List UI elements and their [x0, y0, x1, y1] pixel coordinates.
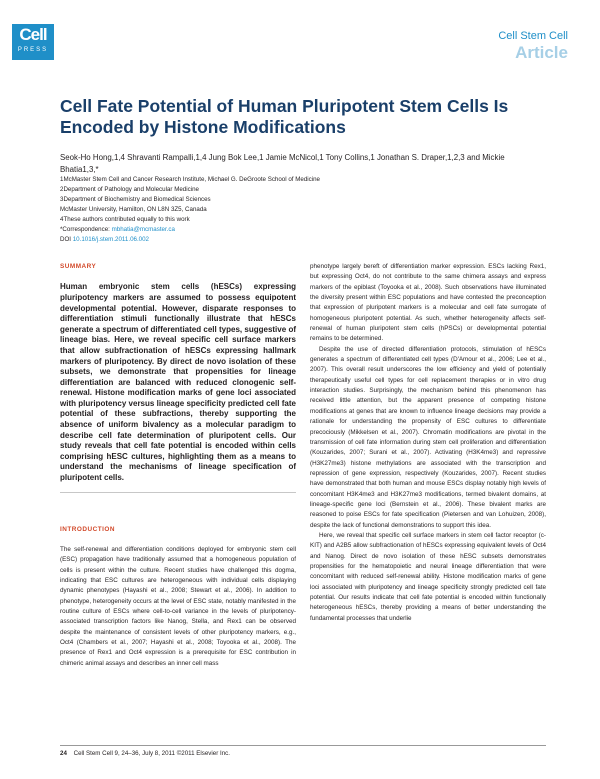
- body-paragraph: Despite the use of directed differentiation protocols, stimulation of hESCs generates a spectrum of differentiated cell types (D'Amour et al., 2006; Lee et al., 2007). This overall result underscores the low efficiency and yield of potentially therapeutically useful cell types for cell replacement therapies or in vitro drug interaction studies. Surprisingly, the mechanism behind this phenomenon has received little attention, but the apparent presence of competing histone modifications at genes that are known to influence lineage decisions may provide a rationale for understanding the propensity of ESC cultures to differentiate precociously (Mikkelsen et al., 2007). Chromatin modifications are pivotal in the transmission of cell fate information during stem cell proliferation and differentiation (Kouzarides, 2007; Surani et al., 2007). Activating (H3K4me3) and repressive (H3K27me3) histone methylations are associated with the transcription and repression of gene expression, respectively (Kouzarides, 2007). Recent studies have demonstrated that both human and mouse ESCs display notably high levels of concomitant H3K4me3 and H3K27me3 modifications, termed bivalent domains, at lineage-specific gene loci (Bernstein et al., 2006). These bivalent marks are reasoned to poise ESCs for fate specification (Pietersen and van Lohuizen, 2008), despite the lack of functional demonstrations to support this idea.: [310, 345, 546, 529]
- summary-text: Human embryonic stem cells (hESCs) expressing pluripotency markers are assumed to possess equipotent developmental potential. However, disparate responses to differentiation stimuli functionally illustrate that hESCs generate a spectrum of differentiated cell types, suggestive of lineage bias. Here, we reveal specific cell surface markers that allow subfractionation of hESCs expressing hallmark markers of pluripotency. By direct de novo isolation of these subsets, we demonstrate that propensities for lineage differentiation are balanced with reduced clonogenic self-renewal. Histone modification marks of gene loci associated with pluripotency versus lineage specificity predicted cell fate potential of these subfractions, thereby supporting the absence of uniform bivalency as a molecular paradigm to describe cell fate determination of pluripotent cells. Our study reveals that cell fate potential is encoded within cells comprising hESC cultures, highlighting them as a means to understand the mechanisms of lineage specification of pluripotent cells.: [60, 282, 296, 483]
- logo-sub-text: PRESS: [17, 47, 49, 53]
- author-list: Seok-Ho Hong,1,4 Shravanti Rampalli,1,4 Jung Bok Lee,1 Jamie McNicol,1 Tony Collins,1 Jonathan S. Draper,1,2,3 and Mickie Bhatia1,3,*: [60, 153, 505, 174]
- affiliations: [60, 175, 540, 245]
- page-number: 24: [60, 750, 67, 757]
- body-paragraph: phenotype largely bereft of differentiation marker expression. ESCs lacking Rex1, but expressing Oct4, do not contribute to the same chimera assays and express markers of the epiblast (Toyooka et al., 2008). Such observations have illuminated the diversity present within ESC populations and have contested the preconception that expression of pluripotent markers is a molecular and cell fate surrogate of homogeneous pluripotent potential. As such, whether heterogeneity affects self-renewal of human pluripotent stem cells (hPSCs) or developmental potential remains to be determined.: [310, 263, 546, 343]
- correspondence-label: *Correspondence:: [60, 226, 112, 233]
- introduction-text: The self-renewal and differentiation conditions deployed for embryonic stem cell (ESC) propagation have traditionally assumed that a homogeneous population of cells is present within the culture. Recent studies have challenged this dogma, indicating that ESC cultures are heterogeneous with individual cells displaying dynamic phenotypes (Hayashi et al., 2008; Stewart et al., 2006). In addition to phenotype, heterogeneity occurs at the level of ESC state, notably manifested in the routine culture of ESCs where cell-to-cell variance in the levels of pluripotency-associated transcription factors like Nanog, Stella, and Rex1 can be observed despite the maintenance of consistent levels of other pluripotency markers, e.g., Oct4 (Chambers et al., 2007; Hayashi et al., 2008; Toyooka et al., 2008). The presence of Rex1 and Oct4 expression is a prerequisite for ESC contribution in chimeric animal assays and describes an inner cell mass: [60, 545, 296, 667]
- introduction-section: [60, 525, 296, 669]
- affiliation-line: 2Department of Pathology and Molecular Medicine: [60, 186, 199, 193]
- page-footer: [60, 750, 230, 757]
- logo-main-text: Cell: [19, 25, 47, 44]
- affiliation-line: 1McMaster Stem Cell and Cancer Research Institute, Michael G. DeGroote School of Medicine: [60, 176, 320, 183]
- affiliation-line: McMaster University, Hamilton, ON L8N 3Z5, Canada: [60, 206, 207, 213]
- doi-line: [60, 235, 540, 245]
- doi-label: DOI: [60, 236, 73, 243]
- summary-heading: SUMMARY: [60, 263, 97, 270]
- article-type-label: Article: [515, 43, 568, 62]
- correspondence-email-link[interactable]: mbhatia@mcmaster.ca: [111, 226, 175, 233]
- summary-section: [60, 262, 296, 493]
- paper-title: Cell Fate Potential of Human Pluripotent Stem Cells Is Encoded by Histone Modifications: [60, 96, 509, 137]
- left-column: [60, 262, 296, 669]
- affiliation-line: 4These authors contributed equally to this work: [60, 216, 190, 223]
- introduction-heading: INTRODUCTION: [60, 525, 115, 533]
- doi-link[interactable]: 10.1016/j.stem.2011.06.002: [72, 236, 149, 243]
- body-paragraph: Here, we reveal that specific cell surface markers in stem cell factor receptor (c-KIT) and A2B5 allow subfractionation of hESCs expressing equivalent levels of Oct4 and Nanog. Direct de novo isolation of these hESC subsets demonstrates propensities for the hematopoietic and neural lineage differentiation that were concomitant with reduced self-renewal ability. Histone modification marks of gene loci associated with pluripotency and lineage specificity strongly predicted cell fate potential. Our results indicate that cell fate potential is encoded within functionally heterogeneous hESCs, thereby providing a means of better understanding the fundamental processes that underlie: [310, 531, 546, 622]
- right-column: [310, 262, 546, 624]
- affiliation-line: 3Department of Biochemistry and Biomedical Sciences: [60, 196, 211, 203]
- footer-divider: [60, 745, 546, 746]
- journal-name: Cell Stem Cell: [498, 30, 568, 42]
- journal-citation: Cell Stem Cell 9, 24–36, July 8, 2011 ©2011 Elsevier Inc.: [73, 750, 230, 757]
- cell-press-logo: [12, 24, 54, 60]
- correspondence-line: [60, 225, 540, 235]
